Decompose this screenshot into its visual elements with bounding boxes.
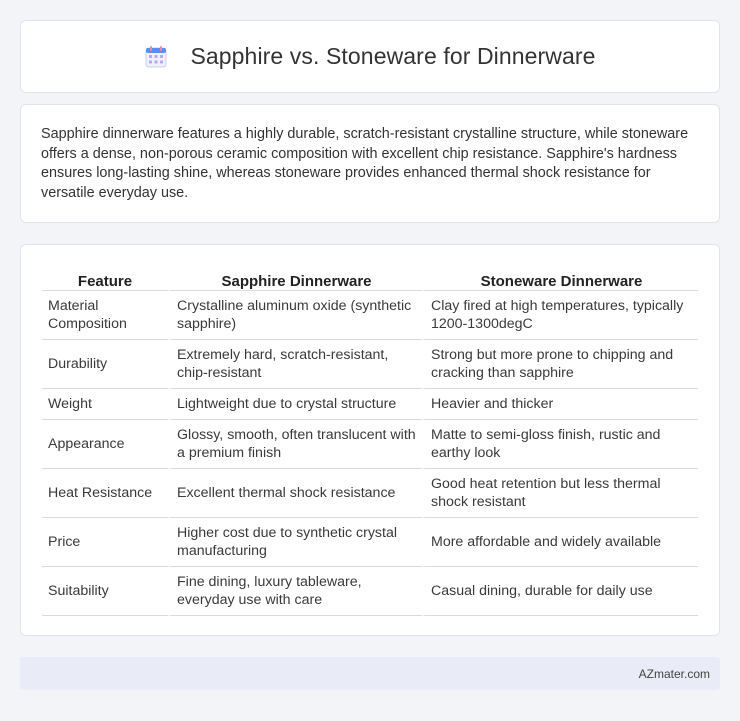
summary-text: Sapphire dinnerware features a highly durable, scratch-resistant crystalline structure, while stoneware offers a dense, non-porous ceramic composition with excellent chip resistance. Sapphire's hardness ensures long-lasting shine, whereas stoneware provides enhanced thermal shock resistance for versatile everyday use. [41,126,689,201]
stoneware-cell: Heavier and thicker [422,389,698,420]
feature-cell: Durability [42,340,168,389]
sapphire-cell: Fine dining, luxury tableware, everyday use with care [168,567,422,616]
footer-site-link[interactable]: AZmater.com [638,666,710,681]
sapphire-cell: Extremely hard, scratch-resistant, chip-resistant [168,340,422,389]
feature-cell: Price [42,518,168,567]
table-row [42,518,698,567]
sapphire-cell: Higher cost due to synthetic crystal manufacturing [168,518,422,567]
table-header-row [42,265,698,291]
table-row [42,469,698,518]
feature-cell: Material Composition [42,291,168,340]
stoneware-cell: Strong but more prone to chipping and cracking than sapphire [422,340,698,389]
feature-cell: Heat Resistance [42,469,168,518]
feature-cell: Weight [42,389,168,420]
stoneware-cell: More affordable and widely available [422,518,698,567]
feature-cell: Appearance [42,420,168,469]
feature-cell: Suitability [42,567,168,616]
sapphire-cell: Excellent thermal shock resistance [168,469,422,518]
table-row [42,420,698,469]
footer-bar [20,657,720,690]
stoneware-cell: Matte to semi-gloss finish, rustic and earthy look [422,420,698,469]
sapphire-cell: Glossy, smooth, often translucent with a premium finish [168,420,422,469]
comparison-table-card [20,244,720,636]
table-row [42,567,698,616]
column-header-feature: Feature [42,265,168,291]
calendar-icon [144,45,168,69]
stoneware-cell: Good heat retention but less thermal shock resistant [422,469,698,518]
table-row [42,291,698,340]
title-card [20,20,720,93]
table-row [42,340,698,389]
stoneware-cell: Clay fired at high temperatures, typically 1200-1300degC [422,291,698,340]
column-header-stoneware: Stoneware Dinnerware [422,265,698,291]
comparison-table [42,265,698,616]
sapphire-cell: Lightweight due to crystal structure [168,389,422,420]
summary-card [20,104,720,223]
stoneware-cell: Casual dining, durable for daily use [422,567,698,616]
page-title: Sapphire vs. Stoneware for Dinnerware [190,43,596,69]
table-row [42,389,698,420]
sapphire-cell: Crystalline aluminum oxide (synthetic sapphire) [168,291,422,340]
column-header-sapphire: Sapphire Dinnerware [168,265,422,291]
